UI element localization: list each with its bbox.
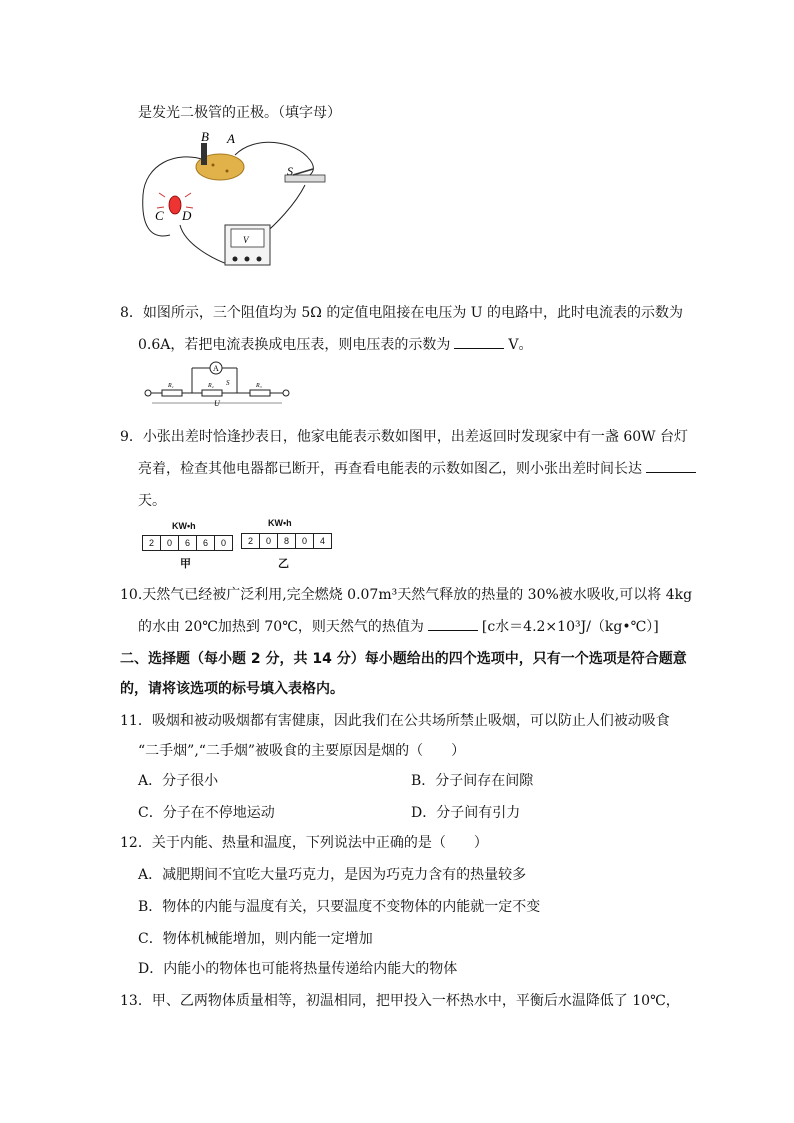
q10-line1: 10.天然气已经被广泛利用,完全燃烧 0.07m³天然气释放的热量的 30%被水吸收,可以将 4kg xyxy=(120,587,693,603)
q8-answer-blank[interactable] xyxy=(454,336,504,349)
s-label: S xyxy=(226,379,230,387)
label-c: C xyxy=(155,208,164,223)
q13-line1: 13．甲、乙两物体质量相等，初温相同，把甲投入一杯热水中，平衡后水温降低了 10℃， xyxy=(120,993,680,1009)
meter-yi-unit: KW•h xyxy=(268,518,292,528)
r2-label: R₂ xyxy=(208,383,214,389)
q10-answer-blank[interactable] xyxy=(428,618,478,631)
label-b: B xyxy=(201,129,209,144)
r3-label: R₃ xyxy=(256,383,262,389)
resistor-circuit-figure xyxy=(142,358,292,408)
label-a: A xyxy=(227,131,235,146)
q9-line2: 亮着，检查其他电器都已断开，再查看电能表的示数如图乙，则小张出差时间长达 xyxy=(138,458,700,478)
q9-answer-blank[interactable] xyxy=(646,460,696,473)
label-s: S xyxy=(287,164,293,178)
q11-option-b[interactable]: B．分子间存在间隙 xyxy=(411,773,534,789)
led xyxy=(169,196,181,214)
q9-line1: 9．小张出差时恰逢抄表日，他家电能表示数如图甲，出差返回时发现家中有一盏 60W 台灯 xyxy=(120,429,689,445)
u-label: U xyxy=(214,399,220,408)
meter-yi-label: 乙 xyxy=(278,558,289,570)
q12-option-a[interactable]: A．减肥期间不宜吃大量巧克力，是因为巧克力含有的热量较多 xyxy=(138,867,527,883)
q12-option-b[interactable]: B．物体的内能与温度有关，只要温度不变物体的内能就一定不变 xyxy=(138,899,541,915)
label-d: D xyxy=(182,208,192,223)
q12-option-d[interactable]: D．内能小的物体也可能将热量传递给内能大的物体 xyxy=(138,961,458,977)
q10-line2: 的水由 20℃加热到 70℃，则天然气的热值为 [c水＝4.2×10³J/（kg•℃）] xyxy=(138,619,659,635)
section2-heading-line1: 二、选择题（每小题 2 分，共 14 分）每小题给出的四个选项中，只有一个选项是符合题意 xyxy=(120,651,687,667)
meter-yi: 2 0 8 0 4 xyxy=(241,533,332,549)
meter-jia-label: 甲 xyxy=(180,558,191,570)
q7-tail-text: 是发光二极管的正极。（填字母） xyxy=(138,105,341,121)
potato-battery-figure xyxy=(135,125,335,275)
q11-option-d[interactable]: D．分子间有引力 xyxy=(411,805,521,821)
q12-option-c[interactable]: C．物体机械能增加，则内能一定增加 xyxy=(138,931,373,947)
q8-line2: 0.6A，若把电流表换成电压表，则电压表的示数为 V。 xyxy=(138,337,533,353)
ammeter-label: A xyxy=(213,364,219,373)
svg-text:V: V xyxy=(243,235,249,245)
meter-jia: 2 0 6 6 0 xyxy=(142,535,233,551)
r1-label: R₁ xyxy=(168,383,174,389)
q12-stem: 12．关于内能、热量和温度，下列说法中正确的是（ ） xyxy=(120,835,488,851)
q11-line2: “二手烟”,“二手烟”被吸食的主要原因是烟的（ ） xyxy=(138,743,466,759)
q11-option-a[interactable]: A．分子很小 xyxy=(138,773,219,789)
section2-heading-line2: 的，请将该选项的标号填入表格内。 xyxy=(120,681,344,697)
meter-jia-unit: KW•h xyxy=(172,521,196,531)
q8-line1: 8．如图所示，三个阻值均为 5Ω 的定值电阻接在电压为 U 的电路中，此时电流表的示数为 xyxy=(120,305,684,321)
electrode-b xyxy=(201,143,207,165)
q11-option-c[interactable]: C．分子在不停地运动 xyxy=(138,805,275,821)
q9-line3: 天。 xyxy=(138,493,166,509)
q11-line1: 11．吸烟和被动吸烟都有害健康，因此我们在公共场所禁止吸烟，可以防止人们被动吸食 xyxy=(120,713,670,729)
